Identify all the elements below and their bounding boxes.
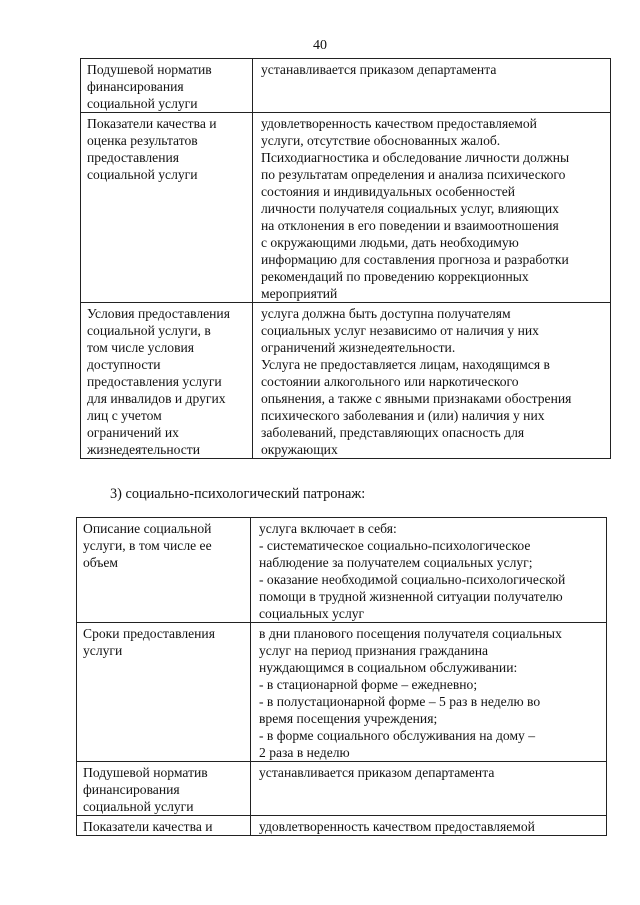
text-line: Сроки предоставления [83,626,215,641]
text-line: предоставления [87,150,180,165]
text-line: Услуга не предоставляется лицам, находящимся в [261,357,550,372]
text-line: социальной услуги [87,96,198,111]
text-line: услуга должна быть доступна получателям [261,306,511,321]
services-table-bottom [76,517,607,836]
row-label-cell [77,623,251,762]
text-line: информацию для составления прогноза и разработки [261,252,569,267]
text-line: заболеваний, представляющих опасность для [261,425,525,440]
text-line: опьянения, а также с явными признаками обострения [261,391,572,406]
text-line: рекомендаций по проведению коррекционных [261,269,529,284]
page-number: 40 [313,38,327,53]
row-content-cell [251,518,607,623]
section-heading: 3) социально-психологический патронаж: [110,486,366,502]
row-label-cell [81,113,253,303]
services-table-top [80,58,611,459]
text-line: устанавливается приказом департамента [259,765,495,780]
text-line: для инвалидов и других [87,391,226,406]
text-line: - в стационарной форме – ежедневно; [259,677,478,692]
text-line: оценка результатов [87,133,198,148]
text-line: жизнедеятельности [87,442,200,457]
table1-body [81,59,611,459]
text-line: с окружающими людьми, дать необходимую [261,235,519,250]
text-line: Показатели качества и [83,819,213,834]
text-line: ограничений их [87,425,179,440]
text-line: удовлетворенность качеством предоставляемой [259,819,535,834]
text-line: психического заболевания и (или) наличия у них [261,408,545,423]
text-line: услуги, в том числе ее [83,538,212,553]
text-line: лиц с учетом [87,408,162,423]
text-line: время посещения учреждения; [259,711,438,726]
text-line: Условия предоставления [87,306,230,321]
text-line: - в форме социального обслуживания на дому – [259,728,536,743]
row-label-cell [77,518,251,623]
text-line: в дни планового посещения получателя социальных [259,626,562,641]
row-label-cell [77,816,251,836]
table-row [77,816,607,836]
text-line: ограничений жизнедеятельности. [261,340,456,355]
text-line: услуга включает в себя: [259,521,397,536]
text-line: - систематическое социально-психологическое [259,538,531,553]
text-line: социальной услуги [83,799,194,814]
text-line: Подушевой норматив [83,765,208,780]
text-line: Подушевой норматив [87,62,212,77]
text-line: услуги [83,643,123,658]
text-line: Показатели качества и [87,116,217,131]
row-content-cell [251,762,607,816]
row-content-cell [253,303,611,459]
text-line: на отклонения в его поведении и взаимоотношения [261,218,559,233]
table-row [81,59,611,113]
row-content-cell [253,59,611,113]
row-content-cell [251,623,607,762]
text-line: - оказание необходимой социально-психологической [259,572,566,587]
text-line: услуг на период признания гражданина [259,643,489,658]
row-content-cell [253,113,611,303]
text-line: Психодиагностика и обследование личности должны [261,150,570,165]
text-line: по результатам определения и анализа психического [261,167,566,182]
text-line: финансирования [83,782,180,797]
table-row [81,303,611,459]
table-row [81,113,611,303]
row-label-cell [77,762,251,816]
table-row [77,518,607,623]
text-line: помощи в трудной жизненной ситуации получателю [259,589,563,604]
text-line: мероприятий [261,286,338,301]
text-line: удовлетворенность качеством предоставляемой [261,116,537,131]
text-line: услуги, отсутствие обоснованных жалоб. [261,133,501,148]
text-line: Описание социальной [83,521,212,536]
text-line: социальной услуги [87,167,198,182]
table2-body [77,518,607,836]
text-line: состоянии алкогольного или наркотического [261,374,519,389]
text-line: объем [83,555,119,570]
text-line: предоставления услуги [87,374,222,389]
table-row [77,623,607,762]
text-line: социальных услуг независимо от наличия у них [261,323,539,338]
text-line: состояния и индивидуальных особенностей [261,184,516,199]
row-label-cell [81,59,253,113]
text-line: социальной услуги, в [87,323,211,338]
text-line: доступности [87,357,161,372]
text-line: нуждающимся в социальном обслуживании: [259,660,518,675]
row-label-cell [81,303,253,459]
text-line: - в полустационарной форме – 5 раз в неделю во [259,694,541,709]
text-line: личности получателя социальных услуг, влияющих [261,201,559,216]
text-line: финансирования [87,79,184,94]
row-content-cell [251,816,607,836]
table-row [77,762,607,816]
text-line: наблюдение за получателем социальных услуг; [259,555,533,570]
text-line: 2 раза в неделю [259,745,350,760]
text-line: том числе условия [87,340,195,355]
text-line: устанавливается приказом департамента [261,62,497,77]
text-line: социальных услуг [259,606,365,621]
text-line: окружающих [261,442,338,457]
